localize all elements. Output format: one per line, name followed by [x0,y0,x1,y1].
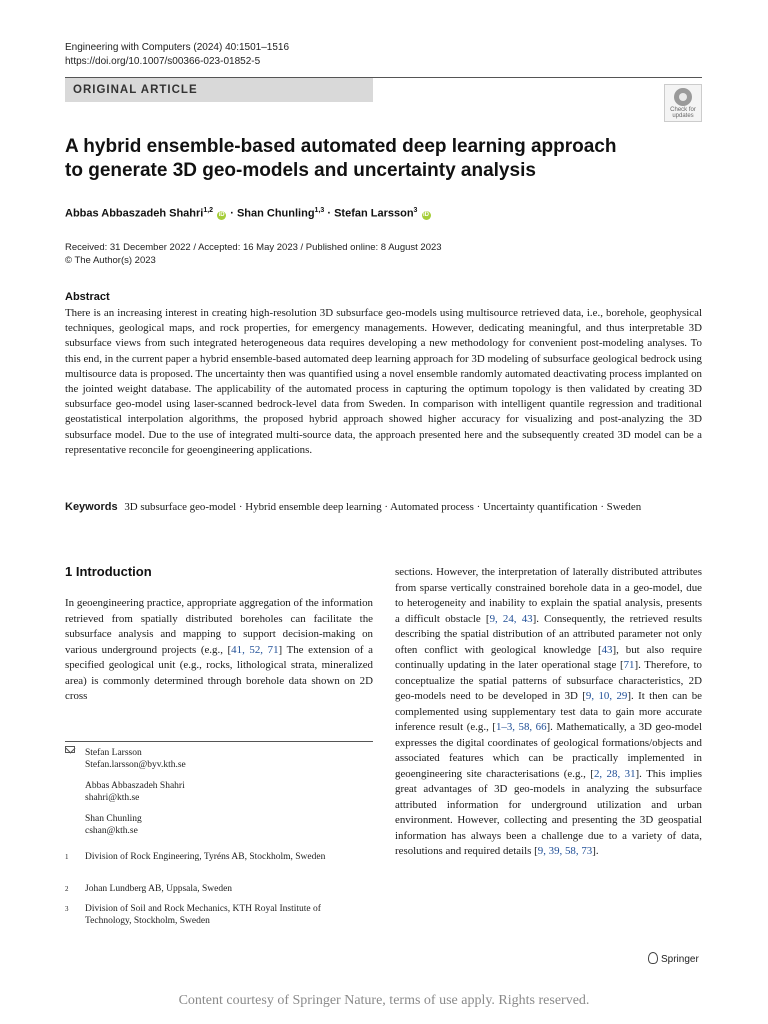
intro-right-column [395,565,702,860]
body-text: ] The extension of a specified geological unit (e.g., rocks, lithological strata, mineralized area) is commonly determined through borehole data shown on 2D cross [65,643,374,702]
badge-label: Check for updates [670,107,696,119]
author-affiliation: 3 [413,207,418,214]
affiliation-text: Division of Soil and Rock Mechanics, KTH Royal Institute of Technology, Stockholm, Sweden [85,904,321,926]
citation-link[interactable]: 1–3, 58, 66 [495,721,547,733]
contact-email[interactable]: Stefan.larsson@byv.kth.se [85,760,186,770]
copyright: © The Author(s) 2023 [65,255,156,266]
contact-block [85,747,186,837]
citation-link[interactable]: 9, 39, 58, 73 [537,845,593,857]
paper-title [65,135,625,183]
citation-link[interactable]: 9, 24, 43 [489,612,533,625]
keywords [65,500,702,515]
author-name[interactable]: Shan Chunling [236,207,315,220]
envelope-icon [65,746,75,753]
contact-name: Stefan Larsson [85,748,142,758]
author-affiliation: 1,2 [203,207,214,214]
body-text: ]. Therefore, to conceptualize the spatial patterns of subsurface characteristics, 2D geo-models need to be developed in 3D [ [395,659,703,702]
contact-email[interactable]: shahri@kth.se [85,793,140,803]
section-heading-introduction: 1 Introduction [65,564,152,579]
body-text: ]. Mathematically, a 3D geo-model expresses the digital coordinates of geological formations/objects and associated features which can be practically implemented in geoengineering site characterisations (e.g., [ [395,721,702,780]
footnote-rule [65,741,373,742]
springer-horse-icon [648,952,658,964]
journal-citation: Engineering with Computers (2024) 40:1501–1516 [65,42,290,53]
publisher-mark [648,952,699,965]
affiliation-number: 2 [65,885,69,893]
body-text: ]. It then can be complemented using supplementary test data to gain more accurate inference result (e.g., [ [395,690,703,733]
body-text: ], but also require continually updating in the later operational stage [ [395,643,702,671]
author-separator: · [230,207,237,220]
check-for-updates-badge[interactable] [664,84,702,122]
citation-link[interactable]: 41, 52, 71 [231,643,279,656]
doi-link[interactable]: https://doi.org/10.1007/s00366-023-01852-5 [65,56,261,67]
author-affiliation: 1,3 [314,207,325,214]
body-text: In geoengineering practice, appropriate aggregation of the information retrieved from spatially distributed boreholes can facilitate the subsurface analysis and mapping to support decision-making on various underground projects (e.g., [65,597,373,656]
orcid-icon[interactable]: iD [218,211,225,218]
body-text: ]. Consequently, the retrieved results describing the spatial distribution of an attributed parameter not only often conflict with geological knowledge [ [395,612,702,656]
abstract-text: There is an increasing interest in creating high-resolution 3D subsurface geo-models using multisource retrieved data, i.e., borehole, geophysical techniques, geological maps, and rock properties, for emergency managements. However, dedicating meaningful, and thus interpretable 3D subsurface views from such integrated heterogeneous data requires developing a new methodology for convenient post-modeling analyses. To this end, in the current paper a hybrid ensemble-based automated deep learning approach for 3D modeling of subsurface geological bedrock using multisource data is proposed. The uncertainty then was quantified using a novel ensemble randomly automated deactivating process implanted on the jointed weight database. The applicability of the automated process in capturing the optimum topology is then validated by creating 3D subsurface geo-model using laser-scanned bedrock-level data from Sweden. In comparison with intelligent quantile regression and traditional geostatistical interpolation algorithms, the proposed hybrid approach showed higher accuracy for visualizing and post-analyzing the 3D subsurface model. Due to the use of integrated multi-source data, the approach presented here and the subsequently created 3D model can be a representative reconcile for geoengineering applications. [65,307,702,456]
publication-dates [65,241,442,267]
citation-link[interactable]: 43 [601,643,613,656]
citation-link[interactable]: 2, 28, 31 [593,767,636,780]
affiliation-text: Division of Rock Engineering, Tyréns AB, Stockholm, Sweden [85,852,326,862]
affiliation-text: Johan Lundberg AB, Uppsala, Sweden [85,884,233,894]
title-line-1: A hybrid ensemble-based automated deep learning approach [65,136,617,157]
body-text: sections. However, the interpretation of laterally distributed attributes from sparse vertically constrained borehole data in a geo-model, due to heterogeneity and inability to explain the spatial analysis, presents a difficult obstacle [ [395,566,702,625]
citation-link[interactable]: 71 [623,659,635,671]
orcid-icon[interactable]: iD [423,211,430,218]
history-dates: Received: 31 December 2022 / Accepted: 16 May 2023 / Published online: 8 August 2023 [65,242,442,253]
author-name[interactable]: Abbas Abbaszadeh Shahri [65,207,204,220]
citation-link[interactable]: 9, 10, 29 [585,690,628,702]
affiliation-number: 3 [65,905,69,913]
keywords-list: 3D subsurface geo-model · Hybrid ensemble deep learning · Automated process · Uncertainty quantification · Sweden [124,501,642,513]
contact-email[interactable]: cshan@kth.se [85,826,138,836]
check-updates-icon [674,88,692,106]
body-text: ]. [592,845,599,857]
contact-name: Abbas Abbaszadeh Shahri [85,781,185,791]
intro-left-column: In geoengineering practice, appropriate aggregation of the information retrieved from spatially distributed boreholes can facilitate the subsurface analysis and mapping to support decision-making on various underground projects (e.g., [41, 52, 71] The extension of a specified geological unit (e.g., rocks, lithological strata, mineralized area) is commonly determined through borehole data shown on 2D cross [65,597,374,702]
title-line-2: to generate 3D geo-models and uncertainty analysis [65,160,536,181]
author-name[interactable]: Stefan Larsson [334,207,414,220]
keywords-label: Keywords [65,501,118,513]
journal-info [65,41,289,69]
courtesy-notice: Content courtesy of Springer Nature, terms of use apply. Rights reserved. [178,993,590,1008]
affiliation-number: 1 [65,853,69,861]
author-list [65,203,432,222]
article-type-banner: ORIGINAL ARTICLE [65,78,373,102]
publisher-name: Springer [661,954,699,965]
body-text: ]. This implies great advantages of 3D geo-models in analyzing the subsurface attributed information for underground utilization and urban environment. However, collecting and presenting the 3D geospatial information has always been a challenge due to a variety of data, resolutions and required details [ [395,767,702,857]
abstract-heading: Abstract [65,291,110,303]
contact-name: Shan Chunling [85,814,142,824]
author-separator: · [327,207,335,220]
